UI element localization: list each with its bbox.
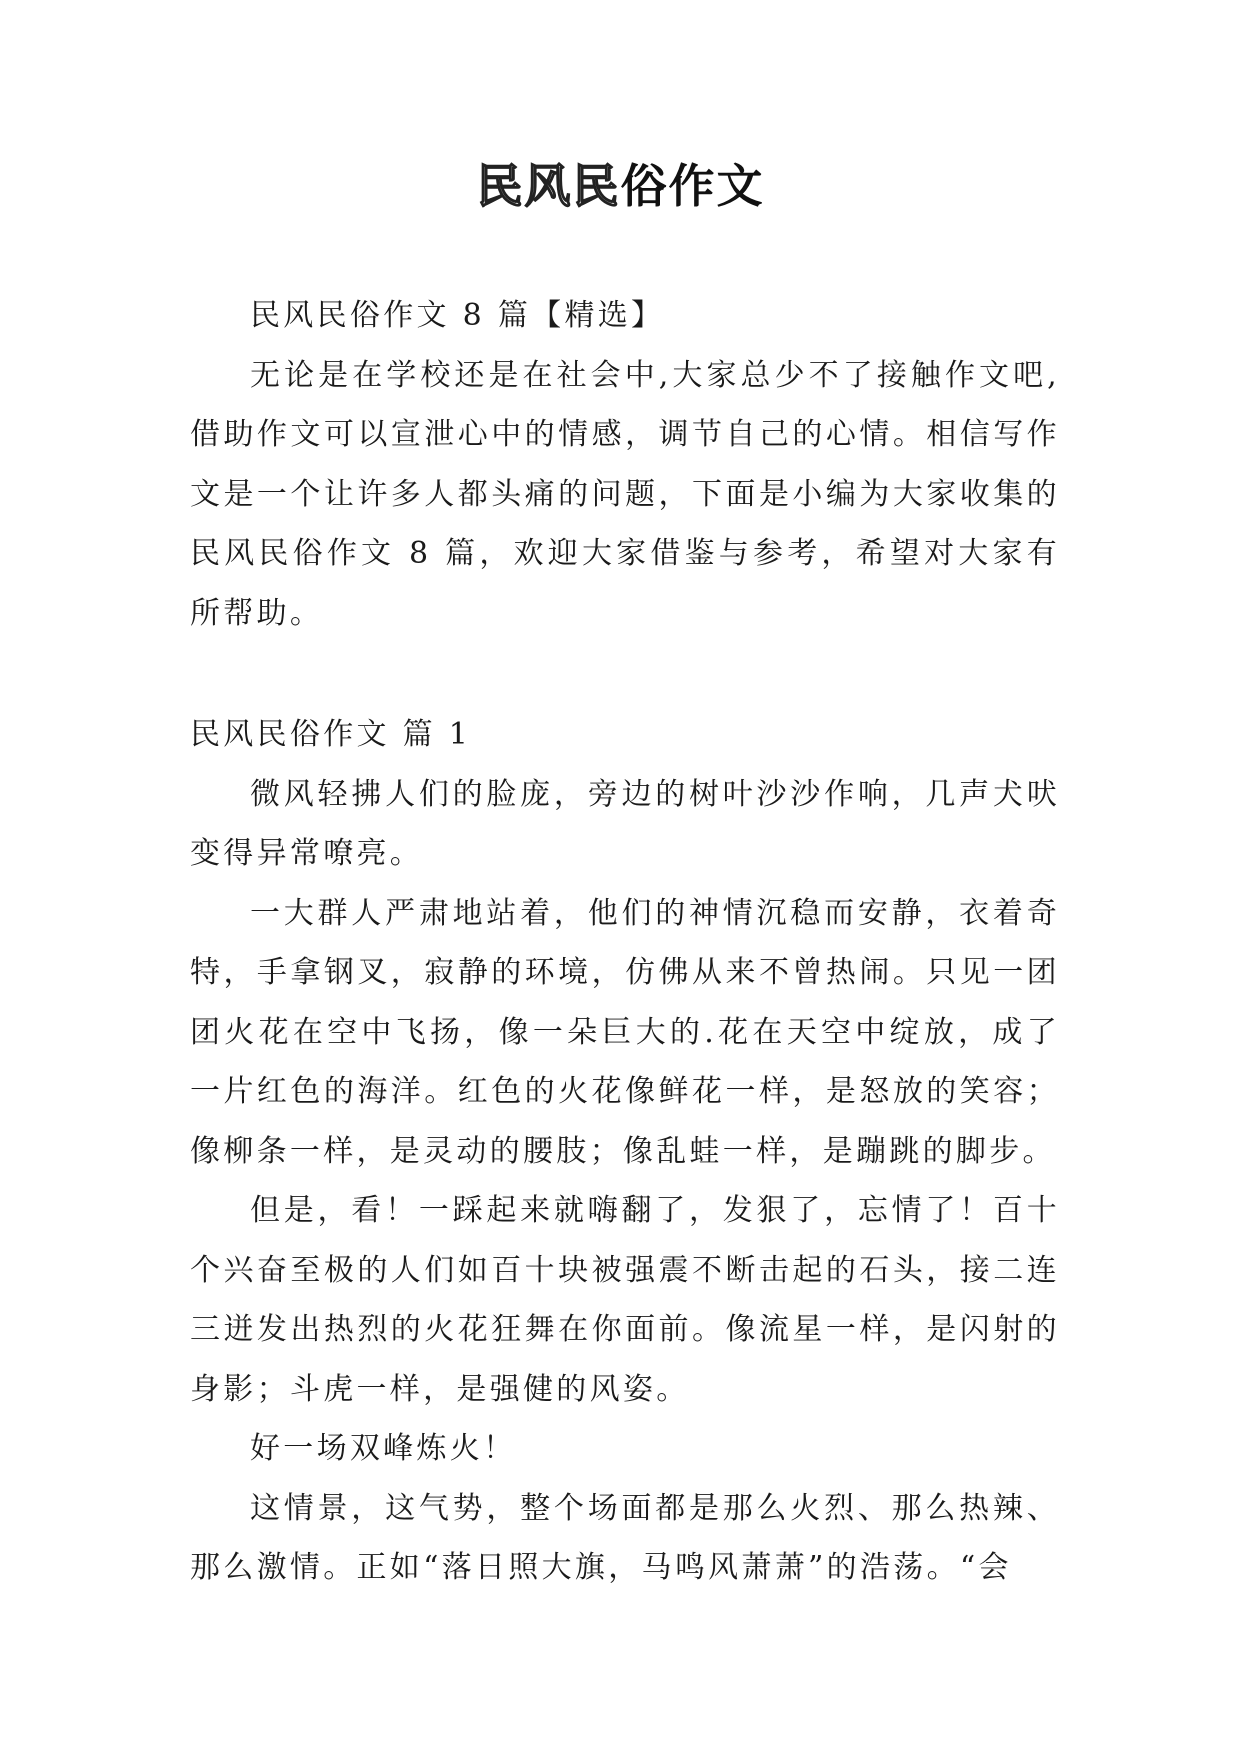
body-paragraph: 这情景，这气势，整个场面都是那么火烈、那么热辣、那么激情。正如“落日照大旗，马鸣风萧萧”的浩荡。“会 [190,1490,1060,1585]
document-title [0,150,1241,216]
section-heading: 民风民俗作文 篇 1 [190,717,472,752]
body-paragraph: 但是，看！一踩起来就嗨翻了，发狠了，忘情了！百十个兴奋至极的人们如百十块被强震不断击起的石头，接二连三迸发出热烈的火花狂舞在你面前。像流星一样，是闪射的身影；斗虎一样，是强健的风姿。 [190,1193,1060,1407]
document-body [190,286,1060,1598]
body-paragraph: 一大群人严肃地站着，他们的神情沉稳而安静，衣着奇特，手拿钢叉，寂静的环境，仿佛从来不曾热闹。只见一团团火花在空中飞扬，像一朵巨大的.花在天空中绽放，成了一片红色的海洋。红色的火花像鲜花一样，是怒放的笑容；像柳条一样，是灵动的腰肢；像乱蛙一样，是蹦跳的脚步。 [190,895,1060,1169]
intro-paragraph: 无论是在学校还是在社会中,大家总少不了接触作文吧,借助作文可以宣泄心中的情感，调节自己的心情。相信写作文是一个让许多人都头痛的问题，下面是小编为大家收集的民风民俗作文 8 篇，欢迎大家借鉴与参考，希望对大家有所帮助。 [190,357,1060,631]
body-paragraph: 好一场双峰炼火！ [250,1431,517,1466]
document-title-solid-part: 俗作文 [620,159,765,213]
body-paragraph: 微风轻拂人们的脸庞，旁边的树叶沙沙作响，几声犬吠变得异常嘹亮。 [190,776,1060,871]
document-title-outlined-part: 民风民 [476,159,621,213]
document-subtitle: 民风民俗作文 8 篇【精选】 [250,298,665,333]
